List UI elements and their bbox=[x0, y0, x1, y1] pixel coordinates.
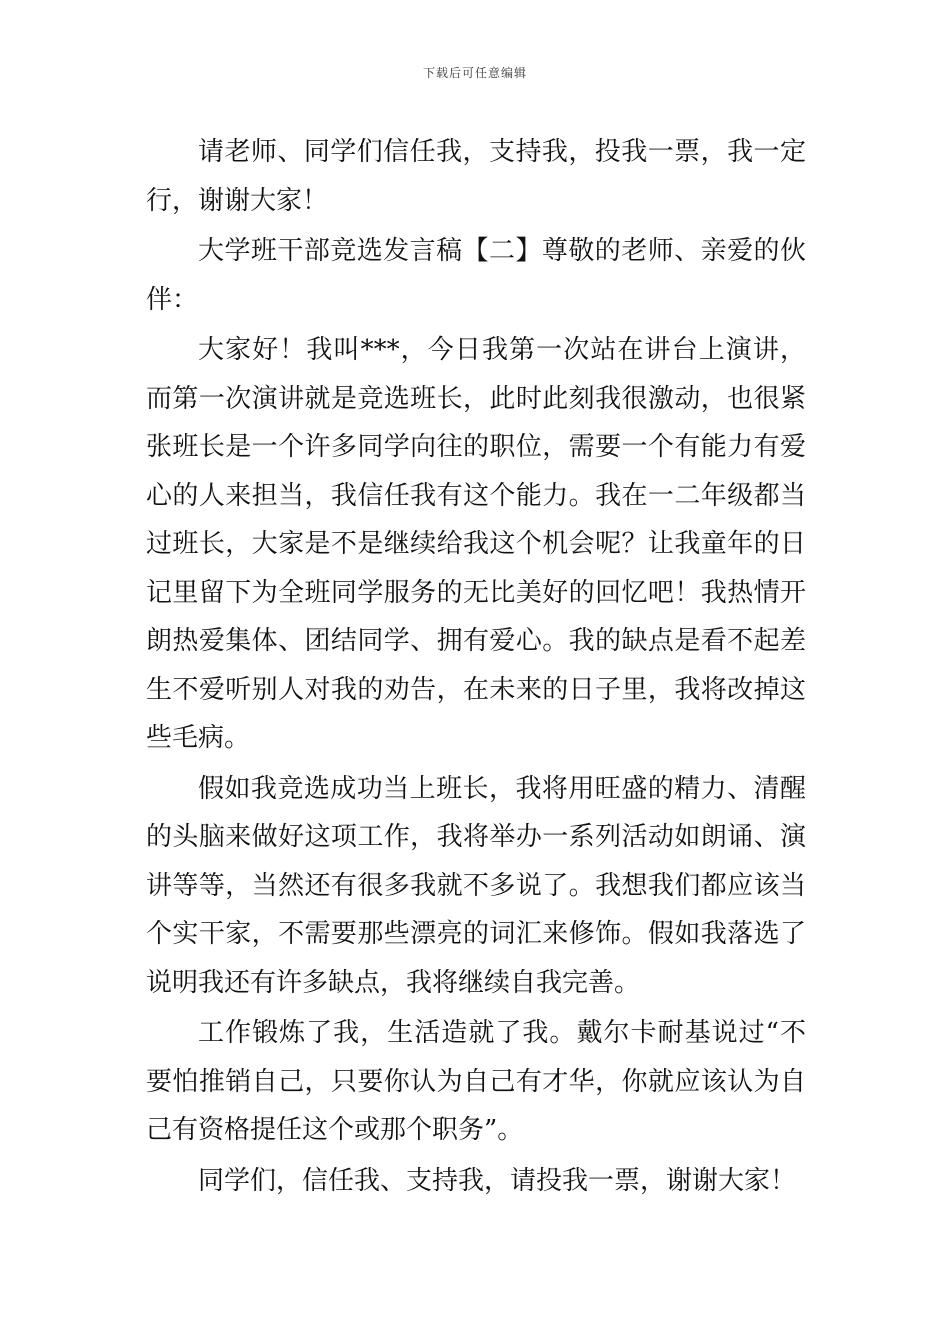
paragraph-speech-title: 大学班干部竞选发言稿【二】尊敬的老师、亲爱的伙伴： bbox=[146, 236, 806, 315]
paragraph-introduction: 大家好！我叫***，今日我第一次站在讲台上演讲，而第一次演讲就是竞选班长，此时此刻我很激动，也很紧张班长是一个许多同学向往的职位，需要一个有能力有爱心的人来担当，我信任我有这个能力。我在一二年级都当过班长，大家是不是继续给我这个机会呢？让我童年的日记里留下为全班同学服务的无比美好的回忆吧！我热情开朗热爱集体、团结同学、拥有爱心。我的缺点是看不起差生不爱听别人对我的劝告，在未来的日子里，我将改掉这些毛病。 bbox=[146, 335, 806, 753]
page-header-note: 下载后可任意编辑 bbox=[422, 66, 527, 80]
paragraph-quote: 工作锻炼了我，生活造就了我。戴尔卡耐基说过“不要怕推销自己，只要你认为自己有才华，你就应该认为自己有资格提任这个或那个职务”。 bbox=[146, 1018, 806, 1145]
paragraph-plans: 假如我竞选成功当上班长，我将用旺盛的精力、清醒的头脑来做好这项工作，我将举办一系列活动如朗诵、演讲等等，当然还有很多我就不多说了。我想我们都应该当个实干家，不需要那些漂亮的词汇来修饰。假如我落选了说明我还有许多缺点，我将继续自我完善。 bbox=[146, 773, 806, 998]
paragraph-final-appeal: 同学们，信任我、支持我，请投我一票，谢谢大家！ bbox=[198, 1165, 797, 1196]
paragraph-closing-appeal: 请老师、同学们信任我，支持我，投我一票，我一定行，谢谢大家！ bbox=[146, 137, 806, 216]
document-body bbox=[146, 128, 806, 1205]
